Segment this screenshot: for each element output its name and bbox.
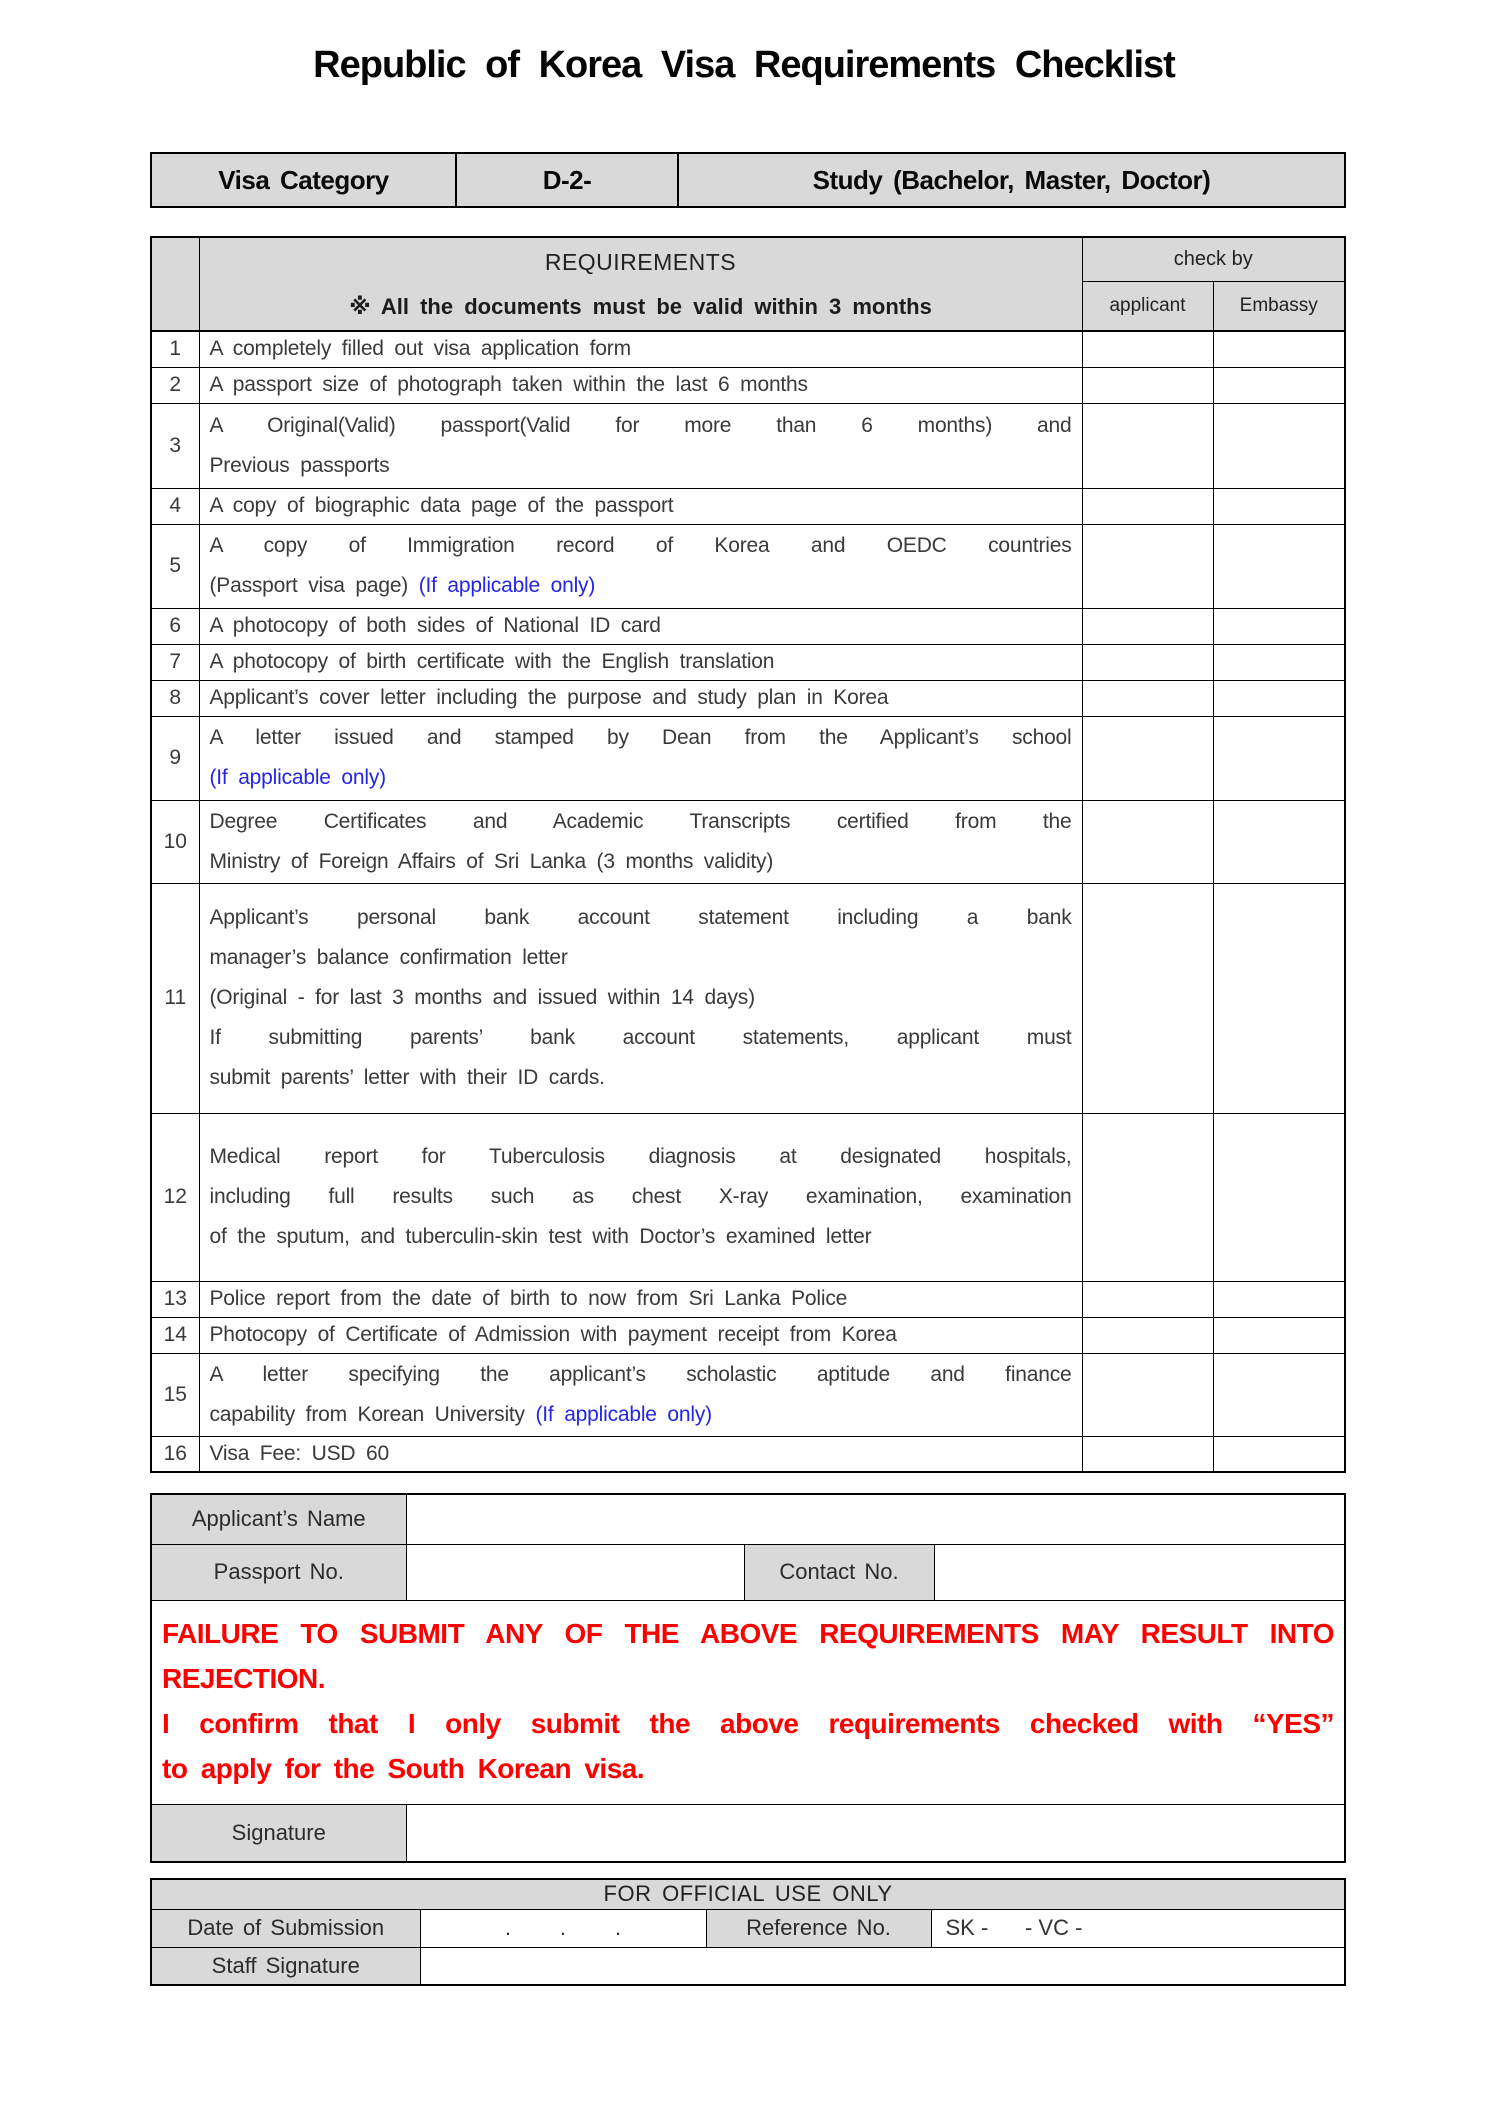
- requirement-number: 1: [151, 331, 199, 367]
- embassy-check-cell: [1213, 608, 1345, 644]
- requirement-row: [151, 1113, 1345, 1281]
- requirement-text: Visa Fee: USD 60: [199, 1436, 1082, 1472]
- embassy-check-cell: [1213, 716, 1345, 800]
- requirement-number: 11: [151, 883, 199, 1113]
- applicant-check-cell: [1082, 608, 1213, 644]
- official-use-table: [150, 1878, 1346, 1986]
- applicant-check-cell: [1082, 1113, 1213, 1281]
- requirement-number: 13: [151, 1281, 199, 1317]
- visa-category-label: Visa Category: [151, 153, 456, 207]
- embassy-check-cell: [1213, 1113, 1345, 1281]
- official-use-title: FOR OFFICIAL USE ONLY: [151, 1879, 1345, 1909]
- applicant-info-table: [150, 1493, 1346, 1863]
- requirement-number: 8: [151, 680, 199, 716]
- embassy-check-cell: [1213, 1436, 1345, 1472]
- requirements-rows: [151, 331, 1345, 1472]
- requirement-text: A Original(Valid) passport(Valid for more than 6 months) and Previous passports: [199, 403, 1082, 488]
- requirement-row: [151, 1281, 1345, 1317]
- date-of-submission-value: . . .: [420, 1909, 706, 1947]
- embassy-check-cell: [1213, 524, 1345, 608]
- applicant-check-cell: [1082, 1281, 1213, 1317]
- header-requirements-cell: [199, 237, 1082, 331]
- requirement-number: 5: [151, 524, 199, 608]
- contact-no-value-cell: [934, 1544, 1345, 1600]
- embassy-check-cell: [1213, 644, 1345, 680]
- embassy-check-cell: [1213, 1317, 1345, 1353]
- requirement-row: [151, 1436, 1345, 1472]
- column-applicant: applicant: [1082, 282, 1213, 331]
- requirement-row: [151, 331, 1345, 367]
- applicant-name-value-cell: [406, 1494, 1345, 1544]
- requirements-validity-note: ※ All the documents must be valid within 3 months: [349, 294, 932, 319]
- applicant-check-cell: [1082, 524, 1213, 608]
- column-embassy: Embassy: [1213, 282, 1345, 331]
- requirement-number: 9: [151, 716, 199, 800]
- requirement-number: 10: [151, 800, 199, 883]
- applicant-check-cell: [1082, 716, 1213, 800]
- requirement-text: A copy of Immigration record of Korea and OEDC countries (Passport visa page) (If applicable only): [199, 524, 1082, 608]
- check-by-label: check by: [1082, 237, 1345, 282]
- applicant-check-cell: [1082, 644, 1213, 680]
- requirement-row: [151, 524, 1345, 608]
- requirement-row: [151, 488, 1345, 524]
- applicant-check-cell: [1082, 883, 1213, 1113]
- applicant-check-cell: [1082, 1353, 1213, 1436]
- staff-signature-value-cell: [420, 1947, 1345, 1985]
- signature-label: Signature: [151, 1804, 406, 1862]
- applicant-check-cell: [1082, 1436, 1213, 1472]
- requirements-title: REQUIREMENTS: [544, 249, 737, 275]
- requirement-row: [151, 800, 1345, 883]
- visa-category-code: D-2-: [456, 153, 678, 207]
- embassy-check-cell: [1213, 680, 1345, 716]
- requirement-text: A letter issued and stamped by Dean from the Applicant’s school (If applicable only): [199, 716, 1082, 800]
- requirement-number: 2: [151, 367, 199, 403]
- requirements-header: [151, 237, 1345, 331]
- header-corner-cell: [151, 237, 199, 331]
- notice-line: to apply for the South Korean visa.: [162, 1752, 645, 1784]
- notice-line: FAILURE TO SUBMIT ANY OF THE ABOVE REQUIREMENTS MAY RESULT INTO: [162, 1617, 1335, 1649]
- requirement-number: 4: [151, 488, 199, 524]
- applicant-check-cell: [1082, 331, 1213, 367]
- requirement-row: [151, 680, 1345, 716]
- embassy-check-cell: [1213, 367, 1345, 403]
- requirement-text: A photocopy of both sides of National ID card: [199, 608, 1082, 644]
- embassy-check-cell: [1213, 488, 1345, 524]
- page-title: Republic of Korea Visa Requirements Checklist: [313, 44, 1175, 86]
- requirement-row: [151, 883, 1345, 1113]
- passport-no-label: Passport No.: [151, 1544, 406, 1600]
- notice-line: I confirm that I only submit the above requirements checked with “YES”: [162, 1707, 1335, 1739]
- embassy-check-cell: [1213, 331, 1345, 367]
- if-applicable-note: (If applicable only): [535, 1402, 712, 1426]
- staff-signature-label: Staff Signature: [151, 1947, 420, 1985]
- requirement-text: Police report from the date of birth to now from Sri Lanka Police: [199, 1281, 1082, 1317]
- signature-value-cell: [406, 1804, 1345, 1862]
- notice-line: REJECTION.: [162, 1662, 326, 1694]
- requirement-text: A letter specifying the applicant’s scholastic aptitude and finance capability from Korean University (If applicable only): [199, 1353, 1082, 1436]
- requirement-number: 12: [151, 1113, 199, 1281]
- requirement-number: 7: [151, 644, 199, 680]
- embassy-check-cell: [1213, 1353, 1345, 1436]
- requirement-row: [151, 403, 1345, 488]
- requirement-row: [151, 1317, 1345, 1353]
- embassy-check-cell: [1213, 403, 1345, 488]
- requirement-number: 15: [151, 1353, 199, 1436]
- applicant-name-label: Applicant’s Name: [151, 1494, 406, 1544]
- warning-notice: [151, 1600, 1345, 1804]
- reference-no-label: Reference No.: [706, 1909, 931, 1947]
- requirement-number: 6: [151, 608, 199, 644]
- requirement-row: [151, 1353, 1345, 1436]
- requirement-row: [151, 644, 1345, 680]
- requirement-text: A passport size of photograph taken within the last 6 months: [199, 367, 1082, 403]
- applicant-check-cell: [1082, 367, 1213, 403]
- applicant-check-cell: [1082, 1317, 1213, 1353]
- reference-no-value: SK - - VC -: [931, 1909, 1345, 1947]
- requirement-text: Photocopy of Certificate of Admission with payment receipt from Korea: [199, 1317, 1082, 1353]
- applicant-check-cell: [1082, 800, 1213, 883]
- visa-category-table: [150, 152, 1346, 208]
- if-applicable-note: (If applicable only): [418, 574, 596, 597]
- applicant-check-cell: [1082, 680, 1213, 716]
- requirement-row: [151, 608, 1345, 644]
- requirement-text: A photocopy of birth certificate with the English translation: [199, 644, 1082, 680]
- requirement-row: [151, 716, 1345, 800]
- requirement-number: 16: [151, 1436, 199, 1472]
- embassy-check-cell: [1213, 883, 1345, 1113]
- embassy-check-cell: [1213, 1281, 1345, 1317]
- requirement-text: Applicant’s personal bank account statement including a bank manager’s balance confirmation letter (Original - for last 3 months and issued within 14 days) If submitting parents’ bank account statements, applicant must submit parents’ letter with their ID cards.: [199, 883, 1082, 1113]
- applicant-check-cell: [1082, 403, 1213, 488]
- requirement-number: 14: [151, 1317, 199, 1353]
- applicant-check-cell: [1082, 488, 1213, 524]
- requirement-text: A copy of biographic data page of the passport: [199, 488, 1082, 524]
- visa-category-description: Study (Bachelor, Master, Doctor): [678, 153, 1345, 207]
- requirement-row: [151, 367, 1345, 403]
- requirement-number: 3: [151, 403, 199, 488]
- passport-no-value-cell: [406, 1544, 744, 1600]
- requirement-text: A completely filled out visa application form: [199, 331, 1082, 367]
- requirement-text: Applicant’s cover letter including the purpose and study plan in Korea: [199, 680, 1082, 716]
- contact-no-label: Contact No.: [744, 1544, 934, 1600]
- embassy-check-cell: [1213, 800, 1345, 883]
- date-of-submission-label: Date of Submission: [151, 1909, 420, 1947]
- if-applicable-note: (If applicable only): [209, 766, 386, 789]
- requirement-text: Medical report for Tuberculosis diagnosis at designated hospitals, including full results such as chest X-ray examination, examination of the sputum, and tuberculin-skin test with Doctor’s examined letter: [199, 1113, 1082, 1281]
- requirements-table: [150, 236, 1346, 1473]
- requirement-text: Degree Certificates and Academic Transcripts certified from the Ministry of Foreign Affairs of Sri Lanka (3 months validity): [199, 800, 1082, 883]
